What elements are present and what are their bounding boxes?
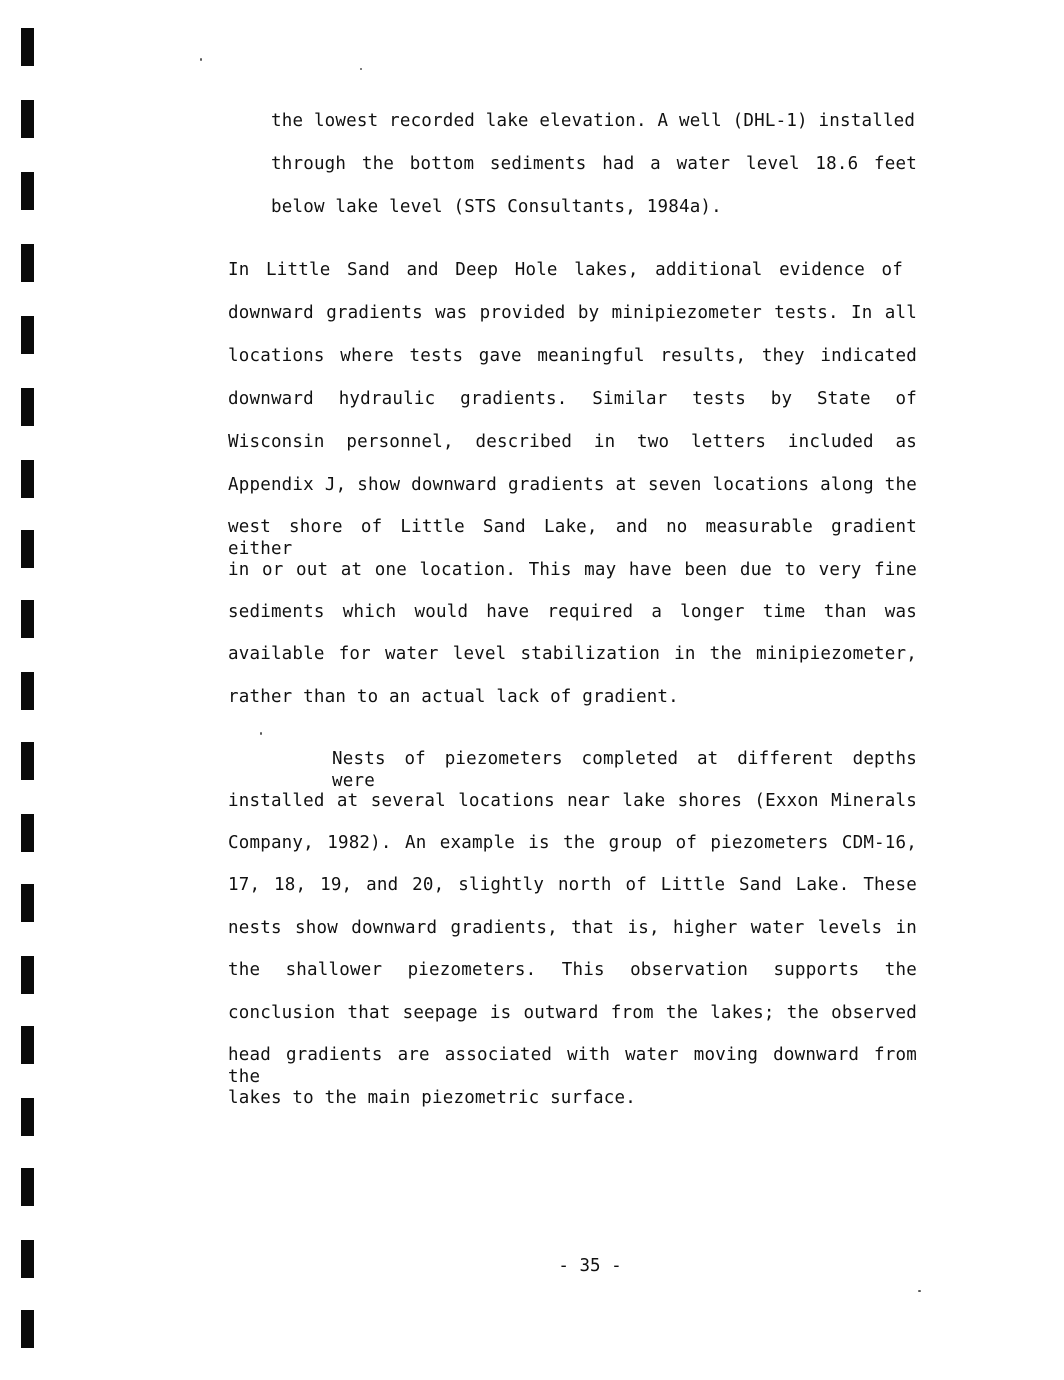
paragraph-line: Nests of piezometers completed at different depths were [332,749,917,791]
binding-hole [21,1310,34,1348]
binding-hole [21,460,34,498]
scan-speck [360,68,362,70]
binding-hole [21,388,34,426]
paragraph-line: the shallower piezometers. This observation supports the [228,960,917,980]
paragraph-line: Appendix J, show downward gradients at seven locations along the [228,475,917,495]
paragraph-line: rather than to an actual lack of gradient. [228,687,679,707]
paragraph-line: In Little Sand and Deep Hole lakes, additional evidence of [228,260,903,280]
paragraph-line: west shore of Little Sand Lake, and no measurable gradient either [228,517,917,559]
quote-line: the lowest recorded lake elevation. A well (DHL-1) installed [271,111,916,131]
paragraph-line: available for water level stabilization in the minipiezometer, [228,644,917,664]
paragraph-line: head gradients are associated with water moving downward from the [228,1045,917,1087]
paragraph-line: nests show downward gradients, that is, higher water levels in [228,918,917,938]
binding-hole [21,316,34,354]
paragraph-line: downward hydraulic gradients. Similar tests by State of [228,389,917,409]
page-number: - 35 - [558,1256,622,1276]
binding-hole [21,1168,34,1206]
binding-hole [21,742,34,780]
scan-speck [200,58,202,61]
paragraph-line: installed at several locations near lake shores (Exxon Minerals [228,791,917,811]
binding-hole [21,672,34,710]
binding-hole [21,28,34,66]
binding-hole [21,814,34,852]
paragraph-line: sediments which would have required a longer time than was [228,602,917,622]
quote-line: below lake level (STS Consultants, 1984a). [271,197,722,217]
binding-hole [21,884,34,922]
binding-hole [21,530,34,568]
paragraph-line: in or out at one location. This may have been due to very fine [228,560,917,580]
binding-hole [21,100,34,138]
binding-hole [21,172,34,210]
binding-hole [21,1026,34,1064]
paragraph-line: locations where tests gave meaningful results, they indicated [228,346,917,366]
scan-speck [260,732,262,735]
paragraph-line: Wisconsin personnel, described in two letters included as [228,432,917,452]
paragraph-line: conclusion that seepage is outward from the lakes; the observed [228,1003,917,1023]
paragraph-line: lakes to the main piezometric surface. [228,1088,636,1108]
paragraph-line: downward gradients was provided by minipiezometer tests. In all [228,303,917,323]
paragraph-line: 17, 18, 19, and 20, slightly north of Little Sand Lake. These [228,875,917,895]
binding-hole [21,600,34,638]
binding-hole [21,1098,34,1136]
scan-speck [918,1290,921,1292]
binding-hole [21,244,34,282]
binding-holes [0,0,60,1380]
binding-hole [21,956,34,994]
quote-line: through the bottom sediments had a water level 18.6 feet [271,154,917,174]
paragraph-line: Company, 1982). An example is the group of piezometers CDM-16, [228,833,917,853]
